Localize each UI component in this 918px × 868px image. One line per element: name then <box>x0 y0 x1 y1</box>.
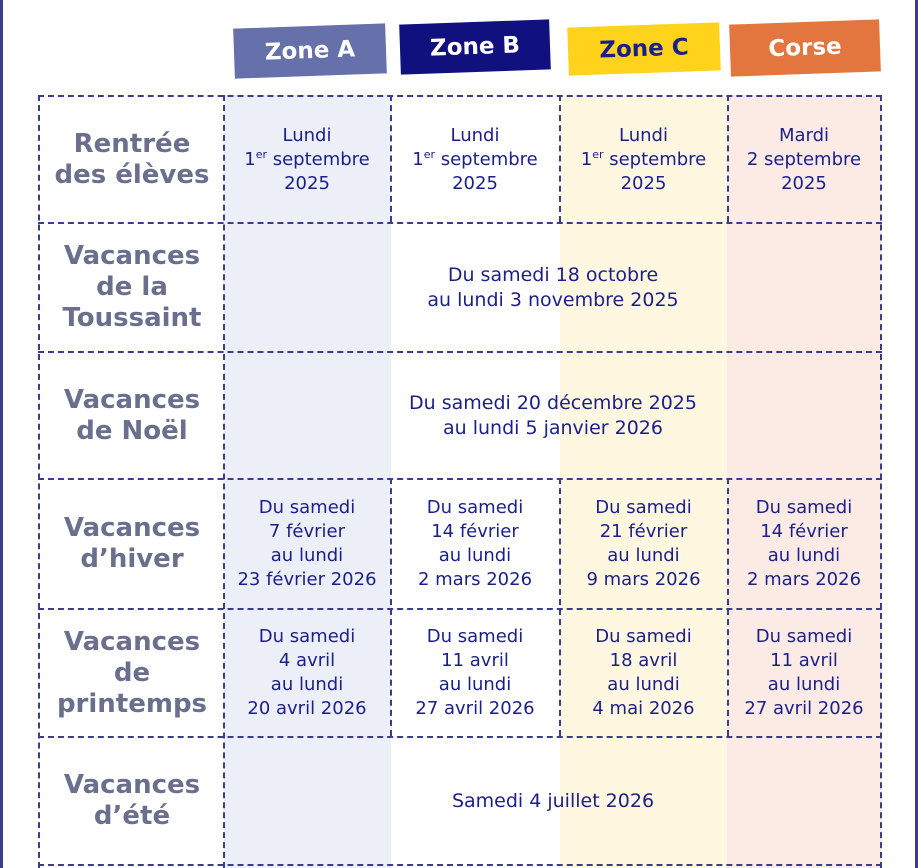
rentree-corse: Mardi 2 septembre 2025 <box>746 124 862 194</box>
row-label-toussaint: Vacances de la Toussaint <box>62 241 202 333</box>
rentree-zone-a: Lundi 1er septembre 2025 <box>244 124 370 194</box>
rentree-zone-c: Lundi 1er septembre 2025 <box>580 124 707 194</box>
row-label-ete: Vacances d’été <box>63 770 201 831</box>
row-label-printemps: Vacances de printemps <box>56 626 208 719</box>
printemps-zone-b: Du samedi 11 avril au lundi 27 avril 2026 <box>415 626 535 719</box>
zone-b-header-text: Zone B <box>429 32 521 62</box>
zone-b-header <box>399 19 551 74</box>
rentree-zone-b: Lundi 1er septembre 2025 <box>412 124 538 194</box>
corse-header-text: Corse <box>767 33 843 63</box>
zone-c-header-text: Zone C <box>598 34 690 64</box>
hiver-zone-a: Du samedi 7 février au lundi 23 février 2026 <box>237 497 377 590</box>
printemps-zone-a: Du samedi 4 avril au lundi 20 avril 2026 <box>247 626 367 719</box>
printemps-zone-c: Du samedi 18 avril au lundi 4 mai 2026 <box>592 626 695 719</box>
left-frame-border <box>0 0 3 868</box>
row-label-noel: Vacances de Noël <box>63 384 201 446</box>
zone-c-header <box>567 22 721 75</box>
zone-a-header-text: Zone A <box>264 36 356 66</box>
zone-a-header <box>233 23 387 78</box>
printemps-corse: Du samedi 11 avril au lundi 27 avril 2026 <box>744 626 864 719</box>
noel-dates: Du samedi 20 décembre 2025 au lundi 5 janvier 2026 <box>409 391 697 439</box>
grid-line <box>38 864 882 866</box>
hiver-corse: Du samedi 14 février au lundi 2 mars 2026 <box>746 497 862 590</box>
row-label-rentree: Rentrée des élèves <box>54 128 210 190</box>
corse-header <box>729 19 881 76</box>
row-label-hiver: Vacances d’hiver <box>63 513 201 574</box>
toussaint-dates: Du samedi 18 octobre au lundi 3 novembre 2025 <box>427 263 679 311</box>
hiver-zone-b: Du samedi 14 février au lundi 2 mars 2026 <box>417 497 533 590</box>
ete-dates: Samedi 4 juillet 2026 <box>451 789 655 812</box>
hiver-zone-c: Du samedi 21 février au lundi 9 mars 2026 <box>586 497 701 590</box>
